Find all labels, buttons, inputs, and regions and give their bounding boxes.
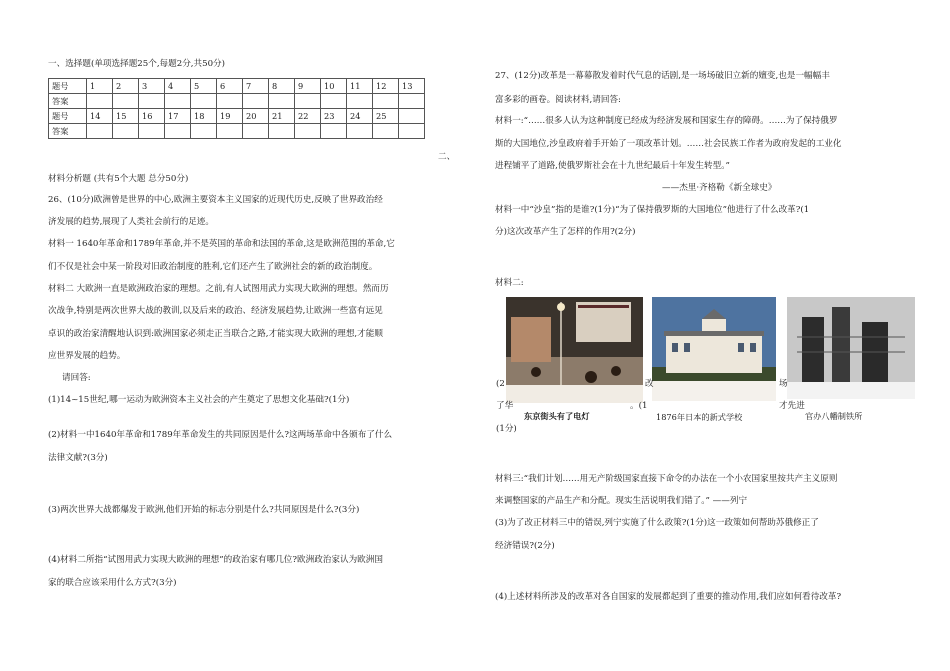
question-2-fragment: 场 (779, 379, 788, 389)
answer-table (48, 78, 425, 139)
answer-cell[interactable] (269, 124, 295, 139)
table-cell: 13 (399, 79, 425, 94)
answer-cell[interactable] (295, 94, 321, 109)
answer-cell[interactable] (243, 124, 269, 139)
section2-marker: 二、 (438, 152, 456, 162)
question-1: (1)14~15世纪,哪一运动为欧洲资本主义社会的产生奠定了思想文化基础?(1分) (48, 395, 350, 405)
table-row (49, 109, 425, 124)
tokyo-street-photo (506, 297, 643, 403)
table-cell: 10 (321, 79, 347, 94)
answer-cell[interactable] (191, 124, 217, 139)
q27-text: 27、(12分)改革是一幕幕散发着时代气息的话剧,是一场场破旧立新的嬗变,也是一幅幅丰 (495, 71, 830, 81)
question-4: (4)材料二所指“试图用武力实现大欧洲的理想”的政治家有哪几位?欧洲政治家认为欧洲国 (48, 555, 383, 565)
table-cell: 14 (87, 109, 113, 124)
question-2: (2)材料一中1640年革命和1789年革命发生的共同原因是什么?这两场革命中各颁布了什么 (48, 430, 393, 440)
answer-cell[interactable] (87, 94, 113, 109)
answer-cell[interactable] (373, 124, 399, 139)
table-cell: 8 (269, 79, 295, 94)
question-3: 经济错误?(2分) (495, 541, 555, 551)
answer-cell[interactable] (321, 94, 347, 109)
answer-cell[interactable] (217, 124, 243, 139)
table-cell: 24 (347, 109, 373, 124)
yawata-steel-photo (787, 297, 915, 399)
answer-cell[interactable] (399, 94, 425, 109)
answer-cell[interactable] (87, 124, 113, 139)
photo-caption: 1876年日本的新式学校 (656, 412, 743, 422)
table-cell: 4 (165, 79, 191, 94)
table-cell: 题号 (49, 109, 87, 124)
answer-cell[interactable] (243, 94, 269, 109)
answer-cell[interactable] (347, 124, 373, 139)
question-2-fragment: (1分) (496, 424, 517, 434)
question-3: (3)为了改正材料三中的错误,列宁实施了什么政策?(1分)这一政策如何帮助苏俄修正了 (495, 518, 819, 528)
table-cell (399, 109, 425, 124)
answer-cell[interactable] (165, 94, 191, 109)
table-cell: 题号 (49, 79, 87, 94)
answer-cell[interactable] (321, 124, 347, 139)
question-2-fragment: 。(1 (630, 401, 648, 411)
material-1-source: ——杰里·齐格勒《新全球史》 (662, 183, 777, 193)
material-2-text: 卓识的政治家清醒地认识到:欧洲国家必须走正当联合之路,才能实现大欧洲的理想,才能顺 (48, 329, 383, 339)
table-row (49, 94, 425, 109)
q26-text: 26、(10分)欧洲曾是世界的中心,欧洲主要资本主义国家的近现代历史,反映了世界政治经 (48, 195, 383, 205)
table-cell: 5 (191, 79, 217, 94)
material-2-text: 次战争,特别是两次世界大战的教训,以及后来的政治、经济发展趋势,让欧洲一些富有远见 (48, 306, 383, 316)
answer-cell[interactable] (191, 94, 217, 109)
question-4: (4)上述材料所涉及的改革对各自国家的发展都起到了重要的推动作用,我们应如何看待改革? (495, 592, 842, 602)
question-4: 家的联合应该采用什么方式?(3分) (48, 578, 177, 588)
answer-cell[interactable] (269, 94, 295, 109)
table-cell: 19 (217, 109, 243, 124)
table-cell: 16 (139, 109, 165, 124)
answer-cell[interactable] (139, 94, 165, 109)
table-cell: 9 (295, 79, 321, 94)
photo-caption: 东京街头有了电灯 (524, 411, 590, 421)
material-1-text: 们不仅是社会中某一阶段对旧政治制度的胜利,它们还产生了欧洲社会的新的政治制度。 (48, 262, 378, 272)
material-3-text: 来调整国家的产品生产和分配。现实生活说明我们错了。” ——列宁 (495, 496, 748, 506)
material-1-text: 进程铺平了道路,使俄罗斯社会在十九世纪最后十年发生转型。” (495, 161, 730, 171)
table-row (49, 124, 425, 139)
table-cell: 答案 (49, 124, 87, 139)
question-2: 法律文献?(3分) (48, 453, 108, 463)
table-cell: 17 (165, 109, 191, 124)
table-cell: 15 (113, 109, 139, 124)
table-cell: 21 (269, 109, 295, 124)
table-cell: 2 (113, 79, 139, 94)
table-cell: 12 (373, 79, 399, 94)
photo-caption: 官办八幡制铁所 (805, 411, 863, 421)
table-cell: 11 (347, 79, 373, 94)
answer-cell[interactable] (113, 94, 139, 109)
instruction-text: 请回答: (62, 373, 91, 383)
table-cell: 7 (243, 79, 269, 94)
meiji-school-photo (652, 297, 776, 401)
question-1: 分)这次改革产生了怎样的作用?(2分) (495, 227, 636, 237)
table-cell: 25 (373, 109, 399, 124)
answer-cell[interactable] (217, 94, 243, 109)
table-cell: 23 (321, 109, 347, 124)
question-2-fragment: 才先进 (779, 401, 805, 411)
answer-cell[interactable] (347, 94, 373, 109)
question-3: (3)两次世界大战都爆发于欧洲,他们开始的标志分别是什么?共同原因是什么?(3分) (48, 505, 360, 515)
answer-cell[interactable] (165, 124, 191, 139)
answer-cell[interactable] (113, 124, 139, 139)
section2-title: 材料分析题 (共有5个大题 总分50分) (48, 174, 189, 184)
question-1: 材料一中“沙皇”指的是谁?(1分)“为了保持俄罗斯的大国地位”他进行了什么改革?(1 (495, 205, 810, 215)
material-3-text: 材料三:“我们计划……用无产阶级国家直接下命令的办法在一个小农国家里按共产主义原则 (495, 474, 838, 484)
table-row (49, 79, 425, 94)
question-2-fragment: 改 (645, 379, 654, 389)
q27-text: 富多彩的画卷。阅读材料,请回答: (495, 95, 621, 105)
material-1-text: 材料一:“……很多人认为这种制度已经成为经济发展和国家生存的障碍。……为了保持俄罗 (495, 116, 838, 126)
material-1-text: 材料一 1640年革命和1789年革命,并不是英国的革命和法国的革命,这是欧洲范围的革命,它 (48, 239, 395, 249)
table-cell: 6 (217, 79, 243, 94)
material-2-label: 材料二: (495, 278, 524, 288)
question-2-fragment: 了华 (496, 401, 514, 411)
material-2-text: 应世界发展的趋势。 (48, 351, 126, 361)
table-cell: 18 (191, 109, 217, 124)
section1-title: 一、选择题(单项选择题25个,每题2分,共50分) (48, 59, 226, 69)
answer-cell[interactable] (139, 124, 165, 139)
table-cell: 20 (243, 109, 269, 124)
table-cell: 22 (295, 109, 321, 124)
table-cell (399, 124, 425, 139)
answer-cell[interactable] (295, 124, 321, 139)
q26-text: 济发展的趋势,展现了人类社会前行的足迹。 (48, 217, 215, 227)
answer-cell[interactable] (373, 94, 399, 109)
table-cell: 1 (87, 79, 113, 94)
question-2-fragment: (2 (496, 379, 505, 389)
table-cell: 答案 (49, 94, 87, 109)
table-cell: 3 (139, 79, 165, 94)
material-1-text: 斯的大国地位,沙皇政府着手开始了一项改革计划。……社会民族工作者为政府发起的工业化 (495, 139, 842, 149)
material-2-text: 材料二 大欧洲一直是欧洲政治家的理想。之前,有人试图用武力实现大欧洲的理想。然而历 (48, 284, 389, 294)
